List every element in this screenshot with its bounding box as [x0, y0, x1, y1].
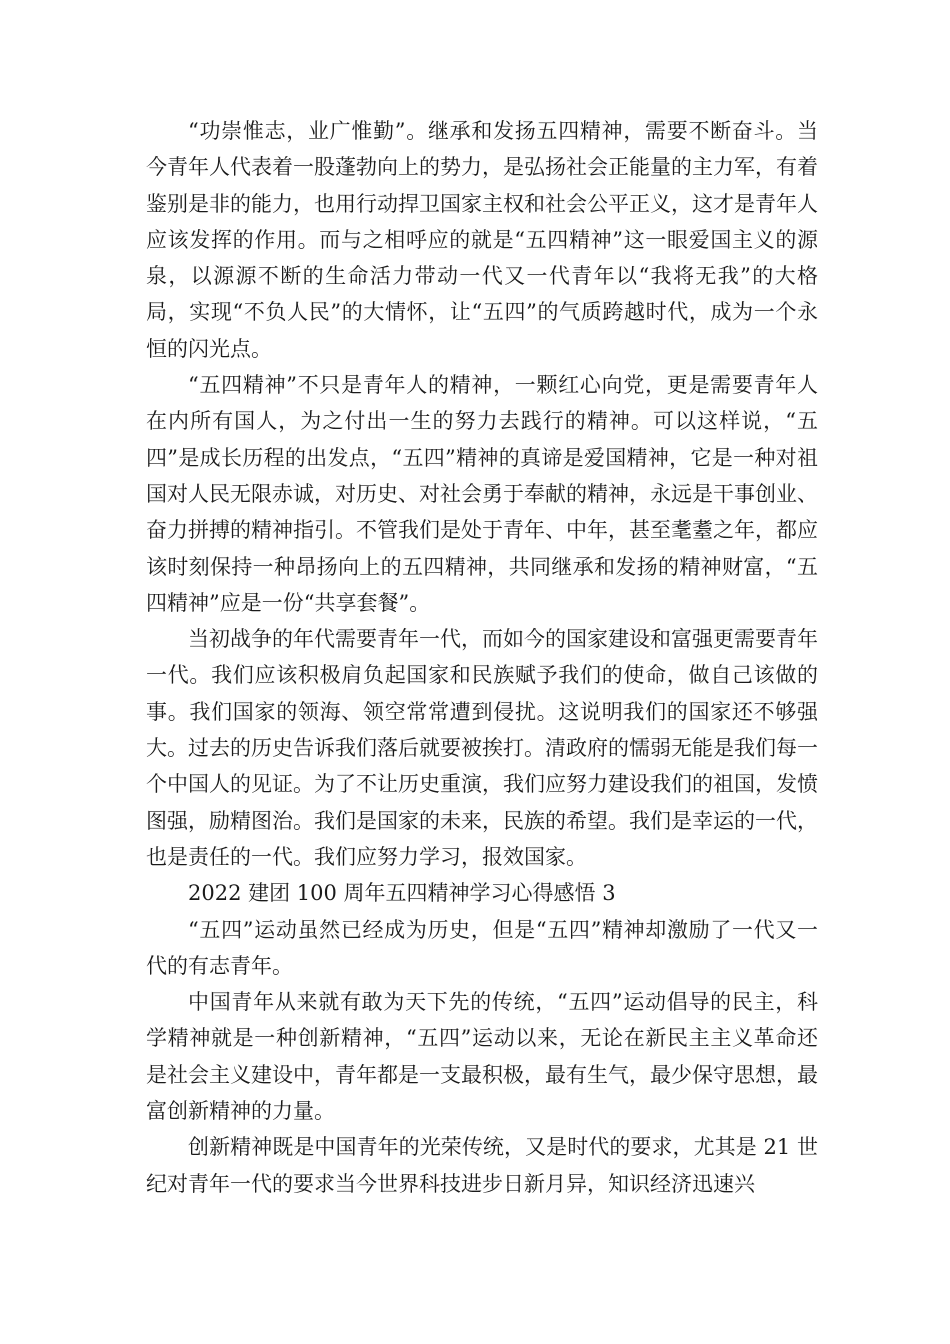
paragraph-1: “功崇惟志，业广惟勤”。继承和发扬五四精神，需要不断奋斗。当今青年人代表着一股蓬勃向上的势力，是弘扬社会正能量的主力军，有着鉴别是非的能力，也用行动捍卫国家主权和社会公平正义，这才是青年人应该发挥的作用。而与之相呼应的就是“五四精神”这一眼爱国主义的源泉，以源源不断的生命活力带动一代又一代青年以“我将无我”的大格局，实现“不负人民”的大情怀，让“五四”的气质跨越时代，成为一个永恒的闪光点。 — [146, 119, 818, 361]
paragraph-5: 中国青年从来就有敢为天下先的传统，“五四”运动倡导的民主，科学精神就是一种创新精神，“五四”运动以来，无论在新民主主义革命还是社会主义建设中，青年都是一支最积极，最有生气，最少保守思想，最富创新精神的力量。 — [146, 990, 818, 1124]
paragraph-6: 创新精神既是中国青年的光荣传统，又是时代的要求，尤其是 21 世纪对青年一代的要求当今世界科技进步日新月异，知识经济迅速兴 — [146, 1135, 818, 1196]
paragraph-2: “五四精神”不只是青年人的精神，一颗红心向党，更是需要青年人在内所有国人，为之付出一生的努力去践行的精神。可以这样说，“五四”是成长历程的出发点，“五四”精神的真谛是爱国精神，它是一种对祖国对人民无限赤诚，对历史、对社会勇于奉献的精神，永远是干事创业、奋力拼搏的精神指引。不管我们是处于青年、中年，甚至耄耋之年，都应该时刻保持一种昂扬向上的五四精神，共同继承和发扬的精神财富，“五四精神”应是一份“共享套餐”。 — [146, 373, 818, 615]
paragraph-3: 当初战争的年代需要青年一代，而如今的国家建设和富强更需要青年一代。我们应该积极肩负起国家和民族赋予我们的使命，做自己该做的事。我们国家的领海、领空常常遭到侵扰。这说明我们的国家还不够强大。过去的历史告诉我们落后就要被挨打。清政府的懦弱无能是我们每一个中国人的见证。为了不让历史重演，我们应努力建设我们的祖国，发愤图强，励精图治。我们是国家的未来，民族的希望。我们是幸运的一代，也是责任的一代。我们应努力学习，报效国家。 — [146, 627, 818, 869]
section-heading: 2022 建团 100 周年五四精神学习心得感悟 3 — [188, 881, 616, 906]
document-body — [146, 113, 818, 1202]
paragraph-4: “五四”运动虽然已经成为历史，但是“五四”精神却激励了一代又一代的有志青年。 — [146, 917, 818, 978]
